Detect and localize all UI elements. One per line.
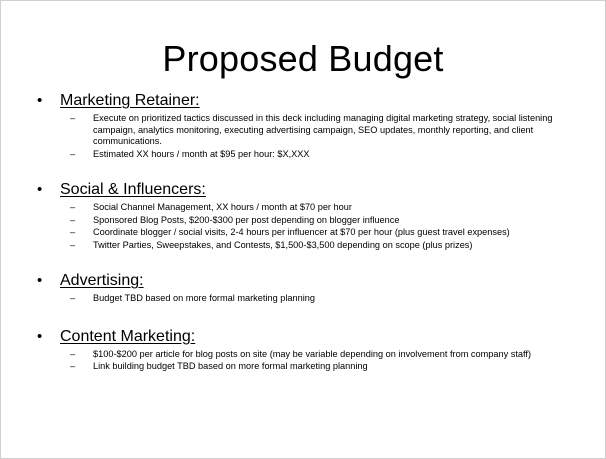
list-item xyxy=(37,240,587,252)
list-item xyxy=(37,227,587,239)
item-list xyxy=(37,113,587,160)
list-item xyxy=(37,149,587,161)
section-heading: Marketing Retainer: xyxy=(60,92,200,109)
list-item xyxy=(37,202,587,214)
section-heading-row xyxy=(37,327,587,347)
list-item-text: Coordinate blogger / social visits, 2-4 hours per influencer at $70 per hour (plus guest travel expenses) xyxy=(93,227,510,237)
item-list xyxy=(37,349,587,373)
section-heading: Advertising: xyxy=(60,272,144,289)
dash-icon: – xyxy=(70,293,76,303)
list-item-text: Budget TBD based on more formal marketing planning xyxy=(93,293,315,303)
list-item-text: Social Channel Management, XX hours / month at $70 per hour xyxy=(93,202,352,212)
dash-icon: – xyxy=(70,227,76,237)
item-list xyxy=(37,202,587,251)
section-content-marketing xyxy=(37,327,587,373)
list-item-text: Link building budget TBD based on more formal marketing planning xyxy=(93,361,368,371)
bullet-icon: • xyxy=(37,327,43,345)
list-item xyxy=(37,293,587,305)
dash-icon: – xyxy=(70,348,76,359)
bullet-icon: • xyxy=(37,272,43,289)
dash-icon: – xyxy=(70,148,76,159)
dash-icon: – xyxy=(70,202,76,212)
dash-icon: – xyxy=(70,214,76,225)
section-heading-row xyxy=(37,91,587,111)
dash-icon: – xyxy=(70,239,76,250)
section-heading-row xyxy=(37,180,587,200)
dash-icon: – xyxy=(70,113,76,123)
dash-icon: – xyxy=(70,361,76,371)
slide-title: Proposed Budget xyxy=(162,38,444,79)
list-item-text: Execute on prioritized tactics discussed in this deck including managing digital marketing strategy, social listening campaign, analytics monitoring, executing advertising campaign, SEO updates, monthly reporting, and client communications. xyxy=(93,113,553,146)
list-item-text: $100-$200 per article for blog posts on site (may be variable depending on involvement from company staff) xyxy=(93,348,532,359)
list-item xyxy=(37,113,587,148)
bullet-icon: • xyxy=(37,92,43,109)
section-advertising xyxy=(37,271,587,305)
bullet-icon: • xyxy=(37,181,43,198)
list-item xyxy=(37,215,587,227)
section-heading: Social & Influencers: xyxy=(60,181,206,198)
section-heading: Content Marketing: xyxy=(60,327,196,345)
slide-content xyxy=(37,91,587,374)
list-item xyxy=(37,361,587,373)
list-item-text: Twitter Parties, Sweepstakes, and Contests, $1,500-$3,500 depending on scope (plus prizes) xyxy=(93,239,473,250)
list-item-text: Estimated XX hours / month at $95 per hour: $X,XXX xyxy=(93,148,310,159)
section-heading-row xyxy=(37,271,587,291)
list-item-text: Sponsored Blog Posts, $200-$300 per post depending on blogger influence xyxy=(93,214,400,225)
item-list xyxy=(37,293,587,305)
section-social-influencers xyxy=(37,180,587,251)
section-marketing-retainer xyxy=(37,91,587,160)
list-item xyxy=(37,349,587,361)
